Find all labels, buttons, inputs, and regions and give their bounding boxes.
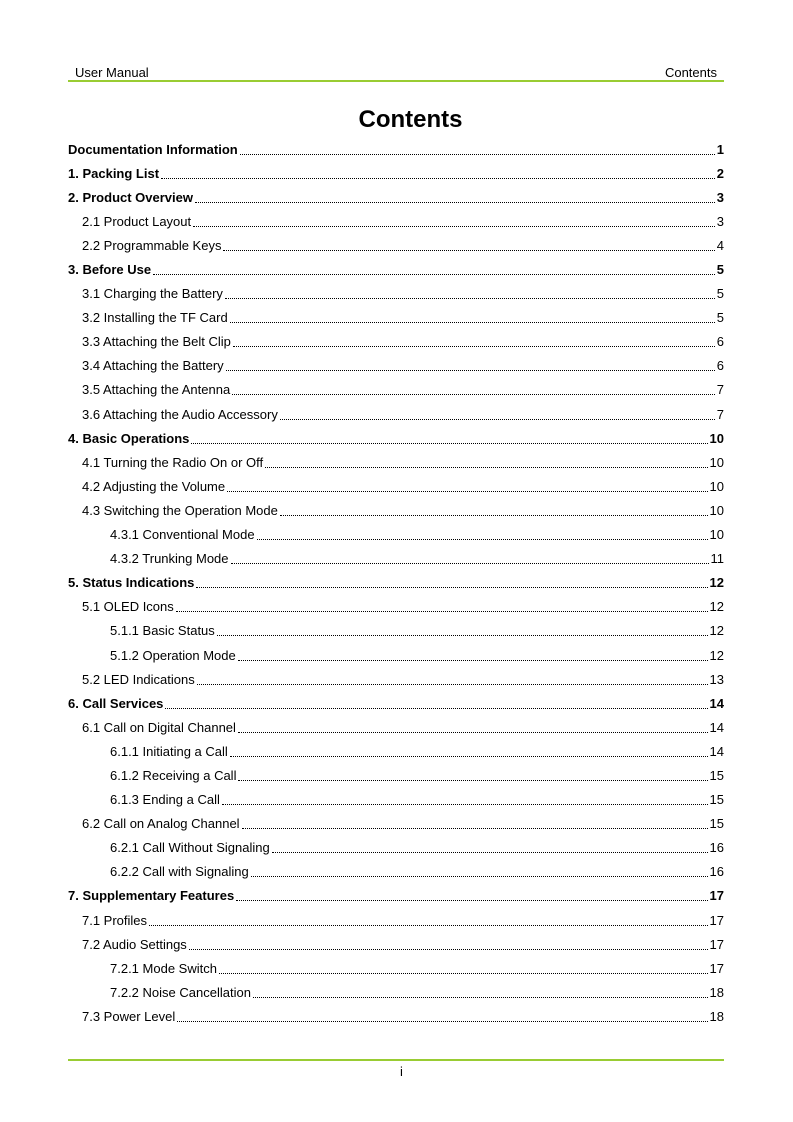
toc-entry-title: 7.2.2 Noise Cancellation [110,984,251,1000]
toc-entry-title: 7.3 Power Level [82,1008,176,1024]
toc-entry-title: 4. Basic Operations [68,430,190,446]
toc-entry-page: 12 [709,647,724,663]
toc-entry-page: 16 [709,864,724,880]
toc-entry-title: 4.3.2 Trunking Mode [110,551,229,567]
toc-entry-page: 14 [709,719,724,735]
toc-entry-title: 3.3 Attaching the Belt Clip [82,334,231,350]
toc-entry[interactable] [68,426,724,450]
toc-entry[interactable] [68,523,724,547]
toc-dot-leader [238,732,708,733]
toc-entry[interactable] [68,450,724,474]
toc-entry[interactable] [68,402,724,426]
toc-entry-page: 14 [709,695,724,711]
toc-dot-leader [195,202,715,203]
toc-entry-title: 3.5 Attaching the Antenna [82,382,231,398]
toc-entry-page: 10 [709,478,724,494]
footer-page-number: i [400,1064,403,1079]
toc-entry-page: 16 [709,840,724,856]
toc-entry[interactable] [68,908,724,932]
toc-entry-page: 18 [709,984,724,1000]
toc-entry[interactable] [68,1004,724,1028]
toc-dot-leader [265,467,707,468]
toc-entry-title: 6.2.1 Call Without Signaling [110,840,270,856]
toc-dot-leader [176,611,708,612]
toc-entry[interactable] [68,257,724,281]
toc-entry[interactable] [68,595,724,619]
toc-entry-title: 1. Packing List [68,165,160,181]
toc-dot-leader [227,491,707,492]
toc-entry-title: Documentation Information [68,141,238,157]
toc-dot-leader [230,756,708,757]
toc-entry-title: 4.3 Switching the Operation Mode [82,502,278,518]
toc-entry-page: 17 [709,960,724,976]
toc-entry-title: 6.1.2 Receiving a Call [110,767,237,783]
toc-entry-page: 7 [716,382,724,398]
toc-dot-leader [236,900,707,901]
toc-entry-page: 2 [716,165,724,181]
toc-entry-title: 5.1 OLED Icons [82,599,174,615]
toc-dot-leader [217,635,708,636]
toc-entry[interactable] [68,836,724,860]
toc-entry[interactable] [68,691,724,715]
toc-entry-title: 6. Call Services [68,695,164,711]
toc-entry[interactable] [68,860,724,884]
toc-entry-page: 6 [716,334,724,350]
toc-entry[interactable] [68,812,724,836]
toc-entry-title: 4.2 Adjusting the Volume [82,478,226,494]
toc-entry[interactable] [68,932,724,956]
toc-entry-title: 2.2 Programmable Keys [82,237,222,253]
toc-entry[interactable] [68,330,724,354]
toc-entry-title: 7.2.1 Mode Switch [110,960,217,976]
toc-dot-leader [193,226,715,227]
toc-entry-page: 10 [709,454,724,470]
toc-entry-title: 6.2 Call on Analog Channel [82,816,240,832]
toc-entry[interactable] [68,980,724,1004]
toc-entry-title: 6.1.3 Ending a Call [110,792,220,808]
toc-dot-leader [177,1021,707,1022]
toc-entry[interactable] [68,209,724,233]
toc-entry[interactable] [68,956,724,980]
toc-entry-title: 7.2 Audio Settings [82,936,187,952]
toc-entry[interactable] [68,498,724,522]
toc-entry-page: 15 [709,816,724,832]
header-document-title: User Manual [75,65,149,80]
toc-entry-page: 4 [716,237,724,253]
toc-entry[interactable] [68,715,724,739]
toc-entry-title: 7. Supplementary Features [68,888,235,904]
toc-entry-title: 5.1.2 Operation Mode [110,647,236,663]
toc-dot-leader [225,298,715,299]
toc-dot-leader [242,828,708,829]
toc-entry-page: 7 [716,406,724,422]
toc-entry-title: 3. Before Use [68,262,152,278]
toc-dot-leader [233,346,715,347]
toc-entry-page: 11 [710,551,724,567]
toc-entry-page: 10 [709,502,724,518]
toc-entry[interactable] [68,788,724,812]
toc-entry[interactable] [68,763,724,787]
toc-dot-leader [222,804,708,805]
toc-dot-leader [238,660,708,661]
toc-entry[interactable] [68,667,724,691]
toc-entry-title: 6.1 Call on Digital Channel [82,719,236,735]
toc-entry-title: 3.4 Attaching the Battery [82,358,224,374]
toc-entry[interactable] [68,474,724,498]
toc-dot-leader [165,708,707,709]
toc-entry[interactable] [68,739,724,763]
toc-dot-leader [189,949,708,950]
toc-dot-leader [153,274,715,275]
toc-dot-leader [240,154,715,155]
toc-dot-leader [231,563,709,564]
toc-entry-page: 15 [709,792,724,808]
toc-dot-leader [238,780,707,781]
toc-entry[interactable] [68,161,724,185]
toc-dot-leader [280,419,715,420]
toc-entry-page: 17 [709,888,724,904]
toc-dot-leader [272,852,708,853]
toc-dot-leader [280,515,708,516]
toc-dot-leader [226,370,715,371]
toc-entry-page: 10 [709,430,724,446]
toc-entry-title: 5. Status Indications [68,575,195,591]
toc-dot-leader [230,322,715,323]
toc-dot-leader [253,997,708,998]
toc-entry-page: 6 [716,358,724,374]
toc-entry-page: 12 [709,575,724,591]
table-of-contents [68,137,724,1028]
toc-entry-page: 12 [709,623,724,639]
toc-entry-page: 18 [709,1008,724,1024]
toc-entry-title: 6.2.2 Call with Signaling [110,864,249,880]
toc-entry-page: 3 [716,189,724,205]
toc-entry[interactable] [68,547,724,571]
toc-entry[interactable] [68,619,724,643]
toc-entry[interactable] [68,643,724,667]
toc-entry-title: 2. Product Overview [68,189,193,205]
toc-entry-title: 4.1 Turning the Radio On or Off [82,454,264,470]
toc-entry[interactable] [68,354,724,378]
toc-entry-title: 5.2 LED Indications [82,671,195,687]
toc-dot-leader [232,394,715,395]
toc-entry-title: 6.1.1 Initiating a Call [110,743,228,759]
toc-dot-leader [149,925,707,926]
toc-entry[interactable] [68,306,724,330]
toc-entry-title: 2.1 Product Layout [82,213,192,229]
toc-entry-title: 7.1 Profiles [82,912,148,928]
toc-entry[interactable] [68,282,724,306]
toc-entry-page: 17 [709,912,724,928]
toc-entry-page: 1 [716,141,724,157]
toc-entry-title: 3.6 Attaching the Audio Accessory [82,406,278,422]
toc-dot-leader [191,443,707,444]
toc-entry[interactable] [68,137,724,161]
toc-entry-page: 13 [709,671,724,687]
toc-entry-page: 15 [709,767,724,783]
toc-dot-leader [251,876,708,877]
toc-entry-page: 5 [716,286,724,302]
toc-entry-page: 12 [709,599,724,615]
toc-entry-page: 3 [716,213,724,229]
toc-dot-leader [196,587,707,588]
toc-entry-page: 5 [716,310,724,326]
toc-entry[interactable] [68,233,724,257]
toc-dot-leader [161,178,715,179]
toc-dot-leader [219,973,708,974]
toc-dot-leader [223,250,714,251]
toc-entry-page: 14 [709,743,724,759]
toc-entry-page: 10 [709,527,724,543]
toc-dot-leader [197,684,708,685]
toc-entry[interactable] [68,571,724,595]
toc-entry-title: 3.2 Installing the TF Card [82,310,228,326]
toc-entry-page: 5 [716,262,724,278]
footer-divider [68,1059,724,1061]
toc-entry-page: 17 [709,936,724,952]
toc-entry-title: 4.3.1 Conventional Mode [110,527,255,543]
toc-entry[interactable] [68,884,724,908]
page-title: Contents [358,106,463,133]
toc-entry[interactable] [68,378,724,402]
toc-entry-title: 5.1.1 Basic Status [110,623,215,639]
toc-entry-title: 3.1 Charging the Battery [82,286,223,302]
toc-entry[interactable] [68,185,724,209]
page-header [68,64,724,82]
header-section-title: Contents [664,65,717,80]
toc-dot-leader [257,539,708,540]
